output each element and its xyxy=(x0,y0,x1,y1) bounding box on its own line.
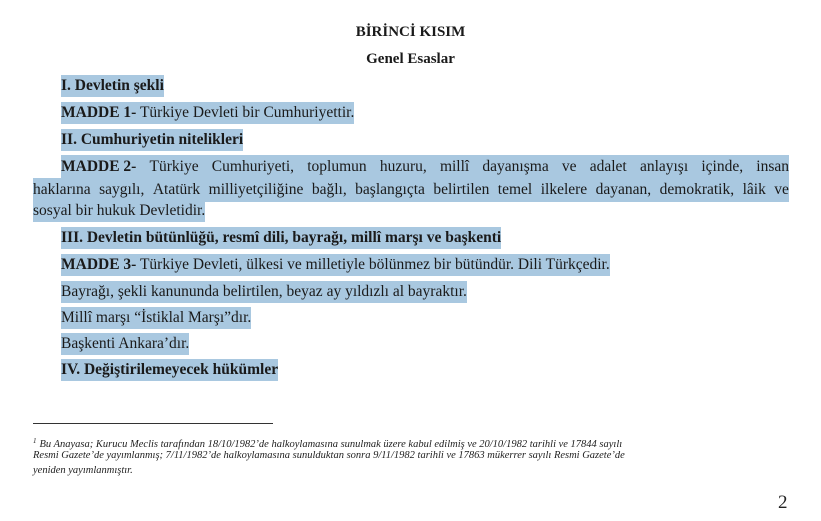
word: belirtilen xyxy=(433,181,490,198)
word: Türkiye xyxy=(149,158,199,175)
article-text: Başkenti Ankara’dır. xyxy=(61,333,189,355)
word: bağlı, xyxy=(311,181,347,198)
word: başlangıçta xyxy=(355,181,425,198)
article-1[interactable] xyxy=(61,103,354,122)
article-3-paragraph-2[interactable] xyxy=(61,282,467,301)
word: toplumun xyxy=(307,158,367,175)
word: haklarına xyxy=(33,181,91,198)
word: milliyetçiliğine xyxy=(208,181,304,198)
section-heading-text: II. Cumhuriyetin nitelikleri xyxy=(61,129,243,151)
footnote-line-2: Resmi Gazete’de yayımlanmış; 7/11/1982’de halkoylamasına sunulduktan sonra 9/11/1982 tarihli ve 17863 mükerrer sayılı Resmi Gazete’de xyxy=(33,450,625,461)
word: dayanan, xyxy=(595,181,652,198)
article-text: Türkiye Devleti bir Cumhuriyettir. xyxy=(136,102,354,124)
word: demokratik, xyxy=(659,181,735,198)
section-heading-text: III. Devletin bütünlüğü, resmî dili, bayrağı, millî marşı ve başkenti xyxy=(61,227,501,249)
footnote-marker: 1 xyxy=(33,437,37,445)
section-heading-2[interactable] xyxy=(61,130,243,149)
word: Atatürk xyxy=(152,181,201,198)
word: temel xyxy=(497,181,533,198)
article-3-paragraph-3[interactable] xyxy=(61,308,251,327)
section-heading-1[interactable] xyxy=(61,76,164,95)
footnote-separator xyxy=(33,423,273,424)
section-heading-text: I. Devletin şekli xyxy=(61,75,164,97)
article-label: MADDE 3- xyxy=(61,254,136,276)
article-text: Bayrağı, şekli kanununda belirtilen, beyaz ay yıldızlı al bayraktır. xyxy=(61,281,467,303)
article-text: Millî marşı “İstiklal Marşı”dır. xyxy=(61,307,251,329)
word: adalet xyxy=(589,158,627,175)
article-label: MADDE 2- xyxy=(61,158,137,175)
word: dayanışma xyxy=(482,158,549,175)
word: ve xyxy=(774,181,789,198)
word: ve xyxy=(561,158,577,175)
word: anlayışı xyxy=(639,158,689,175)
section-heading-3[interactable] xyxy=(61,228,501,247)
article-label: MADDE 1- xyxy=(61,102,136,124)
word: içinde, xyxy=(701,158,744,175)
article-3-paragraph-4[interactable] xyxy=(61,334,189,353)
part-title: BİRİNCİ KISIM xyxy=(355,24,466,40)
part-subtitle: Genel Esaslar xyxy=(366,51,455,67)
word: lâik xyxy=(742,181,766,198)
article-2-line-2[interactable] xyxy=(33,178,789,202)
word: millî xyxy=(439,158,470,175)
word: insan xyxy=(756,158,789,175)
word: saygılı, xyxy=(99,181,145,198)
word: huzuru, xyxy=(379,158,427,175)
section-heading-text: IV. Değiştirilemeyecek hükümler xyxy=(61,359,278,381)
footnote-line-3: yeniden yayımlanmıştır. xyxy=(33,465,133,476)
word: ilkelere xyxy=(540,181,588,198)
article-3[interactable] xyxy=(61,255,610,274)
section-heading-4[interactable] xyxy=(61,360,278,379)
article-2-line-3[interactable] xyxy=(33,201,205,220)
page-number: 2 xyxy=(778,492,788,513)
word: Cumhuriyeti, xyxy=(211,158,295,175)
article-text: sosyal bir hukuk Devletidir. xyxy=(33,200,205,222)
footnote-text: Bu Anayasa; Kurucu Meclis tarafından 18/10/1982’de halkoylamasına sunulmak üzere kabul edilmiş ve 20/10/1982 tarihli ve 17844 sayılı xyxy=(39,439,623,450)
article-text: Türkiye Devleti, ülkesi ve milletiyle bölünmez bir bütündür. Dili Türkçedir. xyxy=(136,254,609,276)
article-2-line-1[interactable] xyxy=(61,155,789,179)
